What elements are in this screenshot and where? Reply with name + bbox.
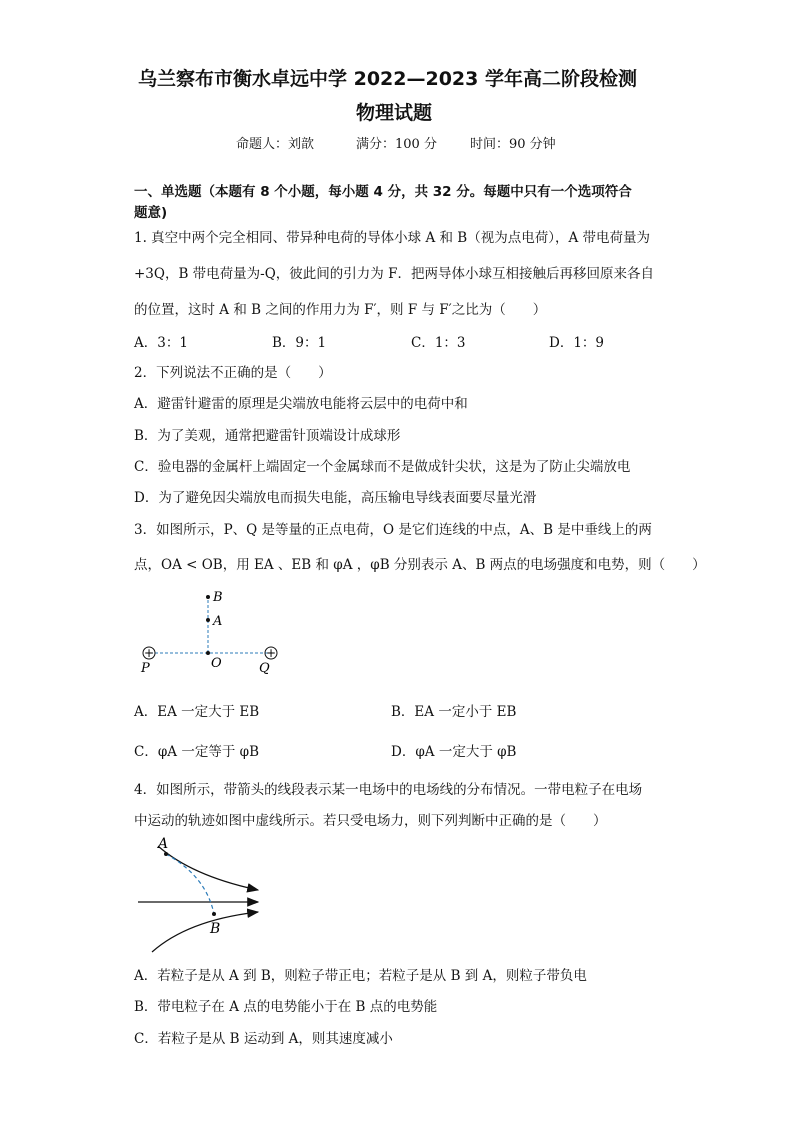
q1-stem-line2: +3Q，B 带电荷量为-Q，彼此间的引力为 F．把两导体小球互相接触后再移回原来各自 xyxy=(134,266,654,282)
q1-option-a: A．3：1 xyxy=(134,335,188,351)
q4-figure xyxy=(130,832,270,957)
q4-stem-line1: 4．如图所示，带箭头的线段表示某一电场中的电场线的分布情况。一带电粒子在电场 xyxy=(134,782,643,798)
field-line-upper xyxy=(158,846,258,890)
q1-stem-line1: 1. 真空中两个完全相同、带异种电荷的导体小球 A 和 B（视为点电荷），A 带电荷量为 xyxy=(134,230,651,246)
q3-option-d: D．φA 一定大于 φB xyxy=(391,744,517,760)
label-o: O xyxy=(211,656,222,671)
particle-trajectory xyxy=(166,854,214,914)
q4-option-a: A．若粒子是从 A 到 B，则粒子带正电；若粒子是从 B 到 A，则粒子带负电 xyxy=(134,968,587,984)
q2-option-b: B．为了美观，通常把避雷针顶端设计成球形 xyxy=(134,428,401,444)
label-b: B xyxy=(213,590,223,605)
q4-option-c: C．若粒子是从 B 运动到 A，则其速度减小 xyxy=(134,1031,393,1047)
section-heading-line2: 题意) xyxy=(134,205,168,221)
q1-option-c: C．1：3 xyxy=(411,335,466,351)
q2-option-c: C．验电器的金属杆上端固定一个金属球而不是做成针尖状，这是为了防止尖端放电 xyxy=(134,459,631,475)
page-title-line2: 物理试题 xyxy=(356,102,433,124)
label-a: A xyxy=(213,614,223,629)
q3-figure xyxy=(130,585,300,680)
author-label: 命题人：刘歆 xyxy=(236,137,315,152)
q3-stem-line1: 3．如图所示，P、Q 是等量的正点电荷，O 是它们连线的中点，A、B 是中垂线上的两 xyxy=(134,522,652,538)
time-label: 时间：90 分钟 xyxy=(470,137,556,152)
q1-option-d: D．1：9 xyxy=(549,335,605,351)
charge-q-plus: + xyxy=(265,646,277,660)
q3-stem-line2: 点，OA < OB，用 EA 、EB 和 φA ，φB 分别表示 A、B 两点的电场强度和电势，则（ ） xyxy=(134,557,706,573)
section-heading-line1: 一、单选题（本题有 8 个小题，每小题 4 分，共 32 分。每题中只有一个选项符合 xyxy=(134,184,632,200)
label-a: A xyxy=(158,836,169,852)
page-title-line1: 乌兰察布市衡水卓远中学 2022—2023 学年高二阶段检测 xyxy=(138,68,637,90)
label-q: Q xyxy=(259,661,270,676)
charge-p-plus: + xyxy=(143,646,155,660)
q3-option-a: A．EA 一定大于 EB xyxy=(134,704,260,720)
q3-option-c: C．φA 一定等于 φB xyxy=(134,744,259,760)
point-b-dot xyxy=(212,912,216,916)
field-line-lower xyxy=(152,912,258,952)
q1-stem-line3: 的位置，这时 A 和 B 之间的作用力为 F′，则 F 与 F′之比为（ ） xyxy=(134,302,547,318)
label-b: B xyxy=(210,921,221,937)
q1-option-b: B．9：1 xyxy=(272,335,327,351)
point-o-dot xyxy=(206,651,210,655)
q4-option-b: B．带电粒子在 A 点的电势能小于在 B 点的电势能 xyxy=(134,999,438,1015)
point-a-dot xyxy=(206,618,210,622)
q2-option-d: D．为了避免因尖端放电而损失电能，高压输电导线表面要尽量光滑 xyxy=(134,490,537,506)
point-b-dot xyxy=(206,595,210,599)
point-a-dot xyxy=(164,852,168,856)
score-label: 满分：100 分 xyxy=(356,137,437,152)
q4-stem-line2: 中运动的轨迹如图中虚线所示。若只受电场力，则下列判断中正确的是（ ） xyxy=(134,813,607,829)
label-p: P xyxy=(141,661,150,676)
q2-option-a: A．避雷针避雷的原理是尖端放电能将云层中的电荷中和 xyxy=(134,396,468,412)
q2-stem: 2．下列说法不正确的是（ ） xyxy=(134,365,332,381)
q3-option-b: B．EA 一定小于 EB xyxy=(391,704,517,720)
